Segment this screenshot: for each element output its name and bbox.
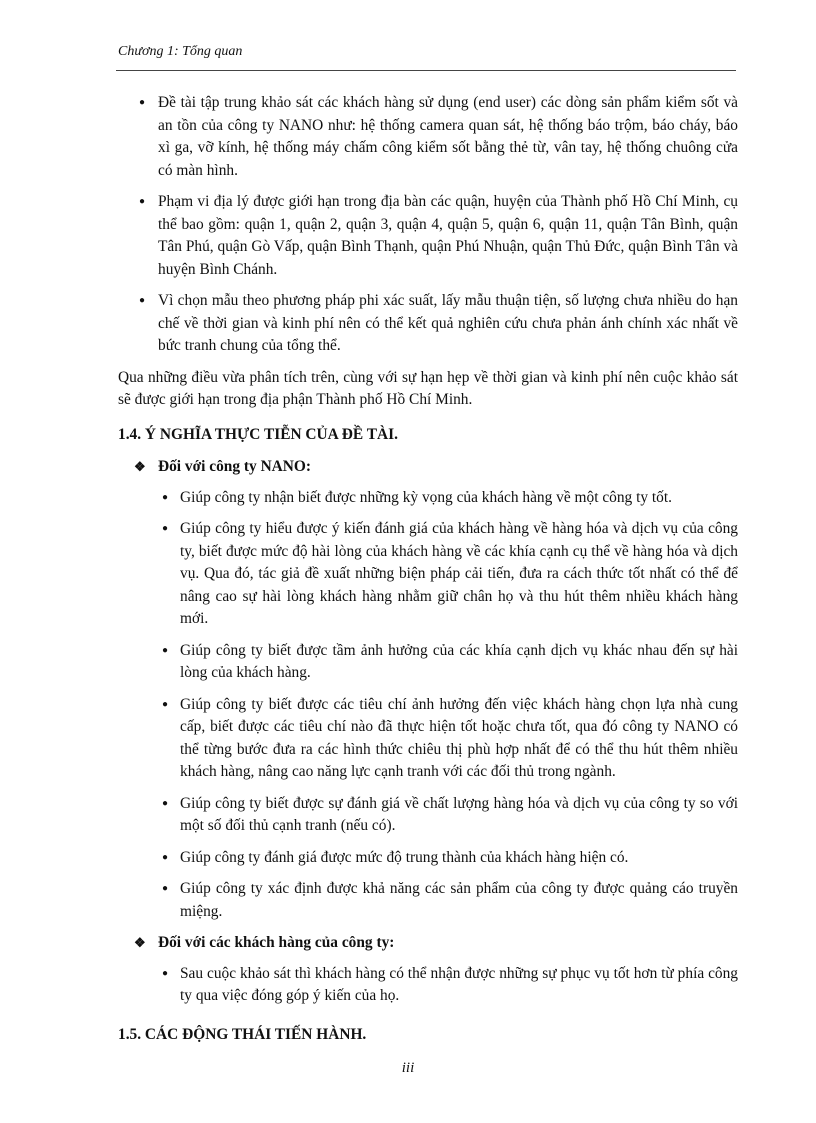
list-item: ● Giúp công ty đánh giá được mức độ trung thành của khách hàng hiện có.: [118, 847, 738, 870]
list-item: ● Giúp công ty biết được tầm ảnh hưởng của các khía cạnh dịch vụ khác nhau đến sự hài lòng của khách hàng.: [118, 640, 738, 685]
summary-paragraph: Qua những điều vừa phân tích trên, cùng với sự hạn hẹp về thời gian và kinh phí nên cuộc khảo sát sẽ được giới hạn trong địa phận Thành phố Hồ Chí Minh.: [118, 368, 738, 408]
subheading-customers-label: Đối với các khách hàng của công ty:: [158, 934, 395, 951]
section-heading-1-4: 1.4. Ý NGHĨA THỰC TIỄN CỦA ĐỀ TÀI.: [118, 425, 398, 443]
subheading-customers: [118, 932, 738, 955]
list-item: ● Giúp công ty biết được sự đánh giá về chất lượng hàng hóa và dịch vụ của công ty so với một số đối thủ cạnh tranh (nếu có).: [118, 793, 738, 838]
list-item: ● Phạm vi địa lý được giới hạn trong địa bàn các quận, huyện của Thành phố Hồ Chí Minh, cụ thể bao gồm: quận 1, quận 2, quận 3, quận 4, quận 5, quận 6, quận 11, quận Tân Bình, quận Tân Phú, quận Gò Vấp, quận Bình Thạnh, quận Phú Nhuận, quận Thủ Đức, quận Bình Tân và huyện Bình Chánh.: [118, 191, 738, 281]
list-item: ● Sau cuộc khảo sát thì khách hàng có thể nhận được những sự phục vụ tốt hơn từ phía công ty qua việc đóng góp ý kiến của họ.: [118, 963, 738, 1008]
subheading-company-label: Đối với công ty NANO:: [158, 458, 312, 475]
customer-benefit-list: [118, 963, 738, 1008]
list-item: ● Vì chọn mẫu theo phương pháp phi xác suất, lấy mẫu thuận tiện, số lượng chưa nhiều do hạn chế về thời gian và kinh phí nên có thể kết quả nghiên cứu chưa phản ánh chính xác nhất về bức tranh chung của tổng thể.: [118, 290, 738, 358]
subheading-company: [118, 456, 738, 479]
company-benefit-list: [118, 487, 738, 924]
list-item: ● Giúp công ty nhận biết được những kỳ vọng của khách hàng về một công ty tốt.: [118, 487, 738, 510]
diamond-bullet-icon: ❖: [134, 459, 146, 474]
section-heading-1-5: 1.5. CÁC ĐỘNG THÁI TIẾN HÀNH.: [118, 1025, 367, 1043]
running-header: Chương 1: Tổng quan: [118, 44, 243, 59]
list-item: ● Giúp công ty xác định được khả năng các sản phẩm của công ty được quảng cáo truyền miệng.: [118, 878, 738, 923]
scope-bullet-list: [118, 92, 738, 358]
page-number: iii: [401, 1060, 415, 1076]
header-divider: [116, 70, 736, 71]
list-item: ● Giúp công ty biết được các tiêu chí ảnh hưởng đến việc khách hàng chọn lựa nhà cung cấp, biết được các tiêu chí nào đã thực hiện tốt hoặc chưa tốt, qua đó công ty NANO có thể từng bước đưa ra các hình thức chiêu thị phù hợp nhất để có thể thu hút thêm nhiều khách hàng, nâng cao năng lực cạnh tranh với các đối thủ trong ngành.: [118, 694, 738, 784]
diamond-bullet-icon: ❖: [134, 935, 146, 950]
page-content: [118, 92, 738, 1056]
list-item: ● Đề tài tập trung khảo sát các khách hàng sử dụng (end user) các dòng sản phẩm kiểm sốt và an tồn của công ty NANO như: hệ thống camera quan sát, hệ thống báo trộm, báo cháy, báo xì ga, vỡ kính, hệ thống máy chấm công kiểm sốt bằng thẻ từ, vân tay, hệ thống chuông cửa có màn hình.: [118, 92, 738, 182]
list-item: ● Giúp công ty hiểu được ý kiến đánh giá của khách hàng về hàng hóa và dịch vụ của công ty, biết được mức độ hài lòng của khách hàng về các khía cạnh cụ thể về hàng hóa và dịch vụ. Qua đó, tác giả đề xuất những biện pháp cải tiến, đưa ra cách thức tốt nhất có thể để nâng cao sự hài lòng khách hàng nhằm giữ chân họ và thu hút thêm nhiều khách hàng mới.: [118, 518, 738, 631]
